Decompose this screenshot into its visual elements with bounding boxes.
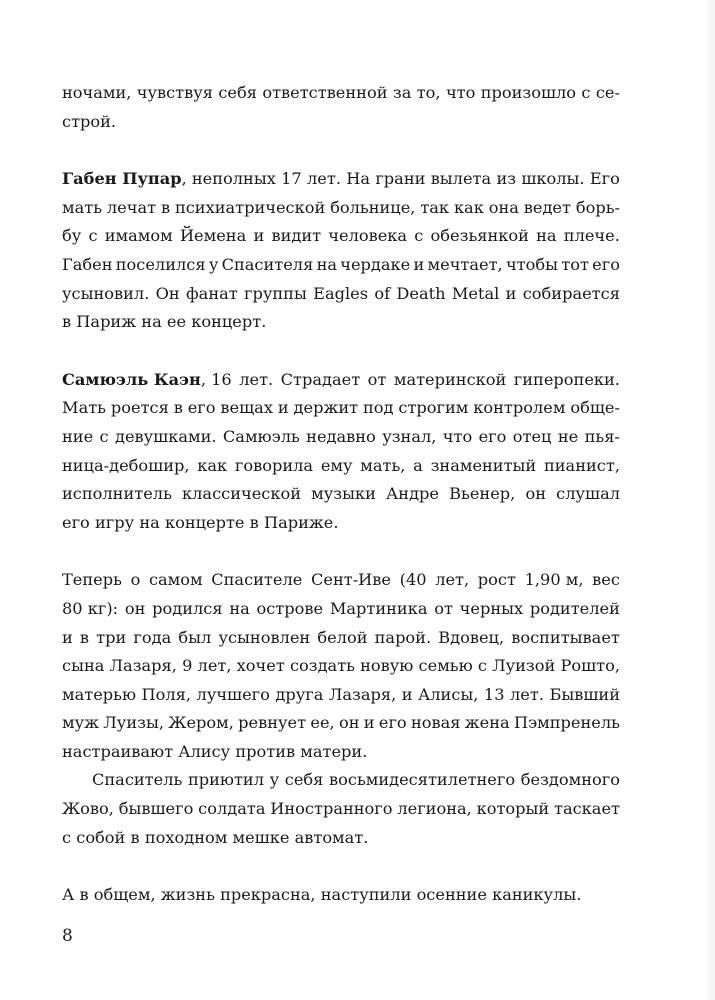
text-line: с собой в походном мешке автомат.: [62, 827, 369, 847]
text-line: Спаситель приютил у себя восьмидесятилетнего бездомного: [92, 770, 620, 790]
text-line: строй.: [62, 111, 117, 131]
text-line: матерью Поля, лучшего друга Лазаря, и Алисы, 13 лет. Бывший: [62, 684, 620, 704]
text-line: Габен Пупар, неполных 17 лет. На грани вылета из школы. Его: [62, 169, 620, 189]
character-name-gaben: Габен Пупар: [62, 169, 182, 189]
text-line: бу с имамом Йемена и видит человека с обезьянкой на плече.: [62, 226, 620, 246]
text-line: ночами, чувствуя себя ответственной за то, что произошло с се-: [62, 83, 620, 102]
paragraph-4: [62, 566, 620, 766]
text-line: ние с девушками. Самюэль недавно узнал, что его отец не пья-: [62, 426, 620, 446]
text-line: усыновил. Он фанат группы Eagles of Death Metal и собирается: [62, 283, 620, 303]
page-edge-shadow: [705, 0, 715, 1000]
text-line: Жово, бывшего солдата Иностранного легиона, который таскает: [62, 799, 620, 819]
text-line: сына Лазаря, 9 лет, хочет создать новую семью с Луизой Рошто,: [62, 656, 620, 676]
paragraph-2: [62, 165, 620, 337]
text-line: Мать роется в его вещах и держит под строгим контролем обще-: [62, 398, 620, 418]
page-number: 8: [62, 926, 73, 946]
text-line: А в общем, жизнь прекрасна, наступили осенние каникулы.: [62, 885, 582, 905]
text-line: исполнитель классической музыки Андре Вьенер, он слушал: [62, 484, 620, 504]
text-line: настраивают Алису против матери.: [62, 741, 368, 761]
text-line: муж Луизы, Жером, ревнует ее, он и его новая жена Пэмпренель: [62, 713, 620, 733]
text-line: 80 кг): он родился на острове Мартиника от черных родителей: [62, 598, 620, 618]
text-line: Теперь о самом Спасителе Сент-Иве (40 лет, рост 1,90 м, вес: [62, 570, 620, 590]
text-line: Габен поселился у Спасителя на чердаке и мечтает, чтобы тот его: [62, 254, 620, 274]
text-line: и в три года был усыновлен белой парой. Вдовец, воспитывает: [62, 627, 620, 647]
character-name-samuel: Самюэль Каэн: [62, 369, 201, 389]
text-line: его игру на концерте в Париже.: [62, 512, 339, 532]
book-page-text: [62, 79, 620, 910]
text-line: мать лечат в психиатрической больнице, так как она ведет борь-: [62, 197, 620, 217]
paragraph-5: [62, 766, 620, 852]
paragraph-1: [62, 79, 620, 136]
text-line: Самюэль Каэн, 16 лет. Страдает от материнской гиперопеки.: [62, 369, 620, 389]
paragraph-6: [62, 881, 620, 910]
paragraph-3: [62, 366, 620, 538]
text-line: в Париж на ее концерт.: [62, 312, 267, 332]
text-line: ница-дебошир, как говорила ему мать, а знаменитый пианист,: [62, 455, 620, 475]
